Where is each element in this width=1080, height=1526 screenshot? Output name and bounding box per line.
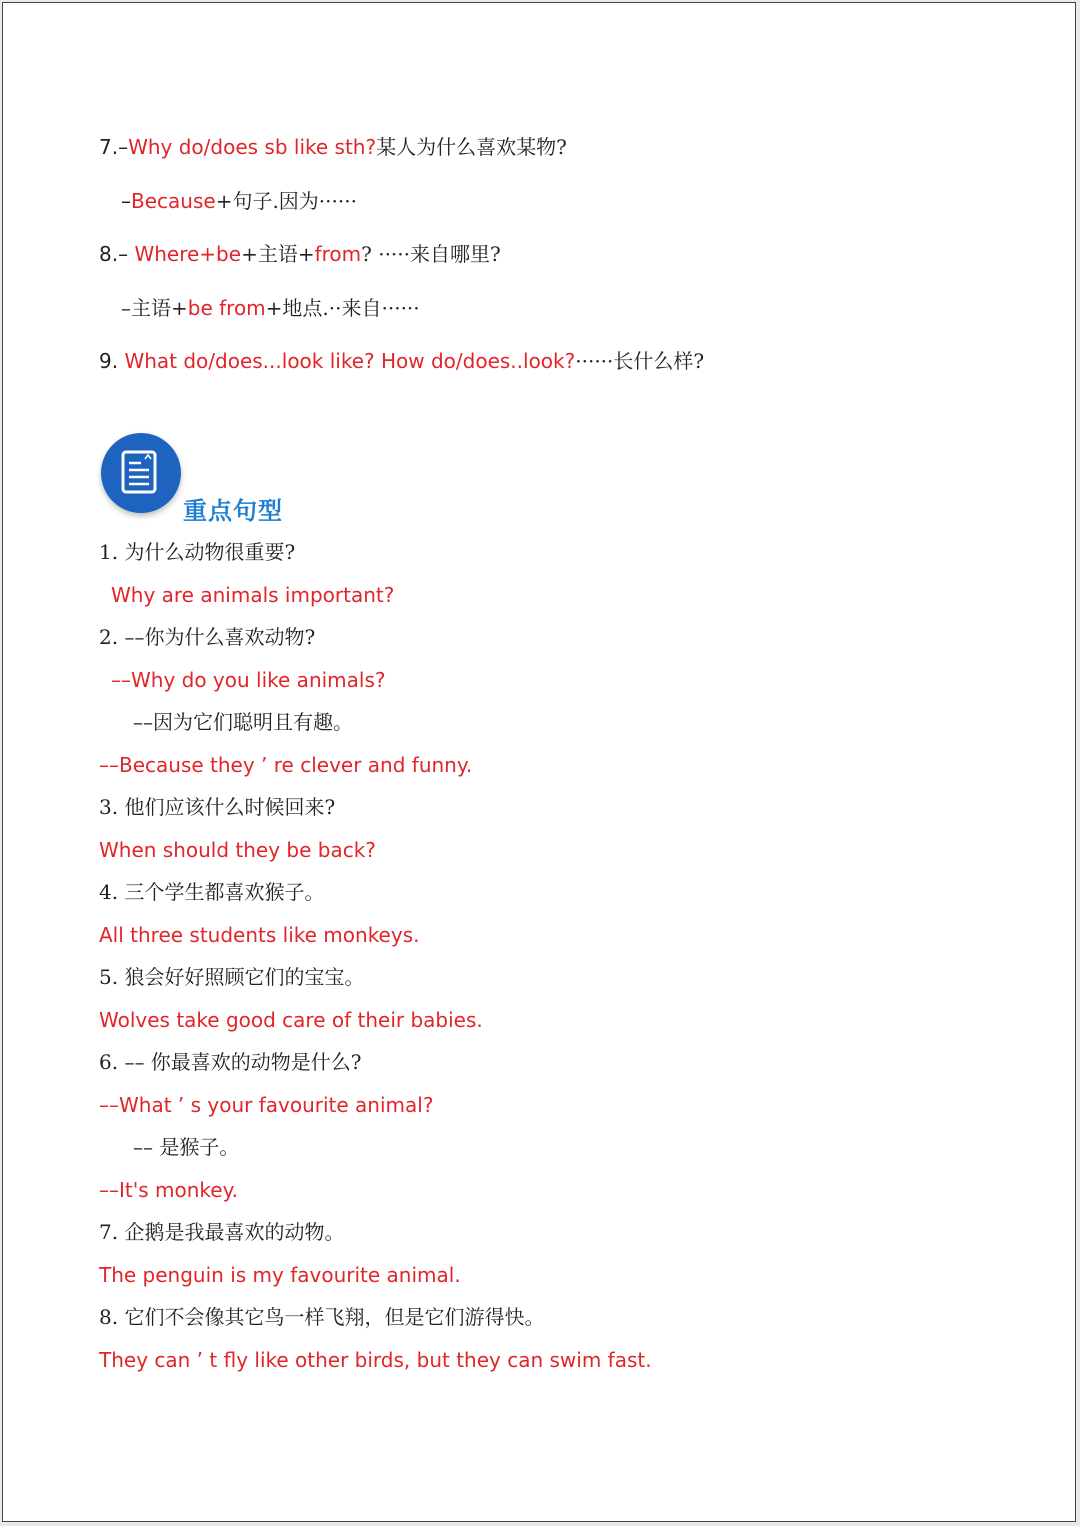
note-number: 8.–: [99, 242, 135, 266]
sentence-1-english: Why are animals important?: [111, 583, 395, 607]
sentence-1-chinese: 1. 为什么动物很重要?: [99, 540, 296, 564]
sentence-4-english: All three students like monkeys.: [99, 923, 420, 947]
note-english: Why do/does sb like sth?: [128, 135, 377, 159]
sentence-3-chinese: 3. 他们应该什么时候回来?: [99, 795, 336, 819]
note-7-question: [99, 133, 567, 161]
note-8-answer: [121, 294, 420, 322]
note-chinese: ······长什么样?: [575, 349, 705, 373]
note-7-answer: [121, 187, 357, 215]
sentence-7-chinese: 7. 企鹅是我最喜欢的动物。: [99, 1220, 345, 1244]
sentence-6-chinese: 6. –– 你最喜欢的动物是什么?: [99, 1050, 362, 1074]
note-9: [99, 347, 704, 375]
section-title: 重点句型: [183, 497, 283, 525]
sentence-8-chinese: 8. 它们不会像其它鸟一样飞翔，但是它们游得快。: [99, 1305, 545, 1329]
section-badge: [101, 433, 181, 513]
sentence-6-english: ––What ’ s your favourite animal?: [99, 1093, 434, 1117]
sentence-3-english: When should they be back?: [99, 838, 376, 862]
note-english: Because: [131, 189, 216, 213]
sentence-6-reply-english: ––It's monkey.: [99, 1178, 238, 1202]
document-page: [2, 2, 1076, 1522]
sentence-5-chinese: 5. 狼会好好照顾它们的宝宝。: [99, 965, 365, 989]
note-chinese: –主语+: [121, 296, 188, 320]
note-chinese: 某人为什么喜欢某物?: [376, 135, 567, 159]
note-number: 7.–: [99, 135, 129, 159]
sentence-2-reply-chinese: ––因为它们聪明且有趣。: [133, 710, 353, 734]
note-dash: –: [121, 189, 131, 213]
note-english: be from: [187, 296, 266, 320]
document-icon: [119, 449, 163, 497]
sentence-6-reply-chinese: –– 是猴子。: [133, 1135, 240, 1159]
sentence-2-reply-english: ––Because they ’ re clever and funny.: [99, 753, 473, 777]
sentence-4-chinese: 4. 三个学生都喜欢猴子。: [99, 880, 325, 904]
sentence-7-english: The penguin is my favourite animal.: [99, 1263, 461, 1287]
sentence-5-english: Wolves take good care of their babies.: [99, 1008, 483, 1032]
note-english: What do/does...look like? How do/does..look?: [124, 349, 576, 373]
sentence-2-english: ––Why do you like animals?: [111, 668, 386, 692]
note-chinese: +地点.··来自······: [265, 296, 420, 320]
note-number: 9.: [99, 349, 125, 373]
note-english: from: [314, 242, 362, 266]
note-chinese: ? ·····来自哪里?: [361, 242, 501, 266]
note-chinese: +句子.因为······: [215, 189, 357, 213]
note-english: Where+be: [134, 242, 242, 266]
note-chinese: +主语+: [241, 242, 315, 266]
sentence-8-english: They can ’ t fly like other birds, but they can swim fast.: [99, 1348, 652, 1372]
sentence-2-chinese: 2. ––你为什么喜欢动物?: [99, 625, 316, 649]
note-8-question: [99, 240, 501, 268]
